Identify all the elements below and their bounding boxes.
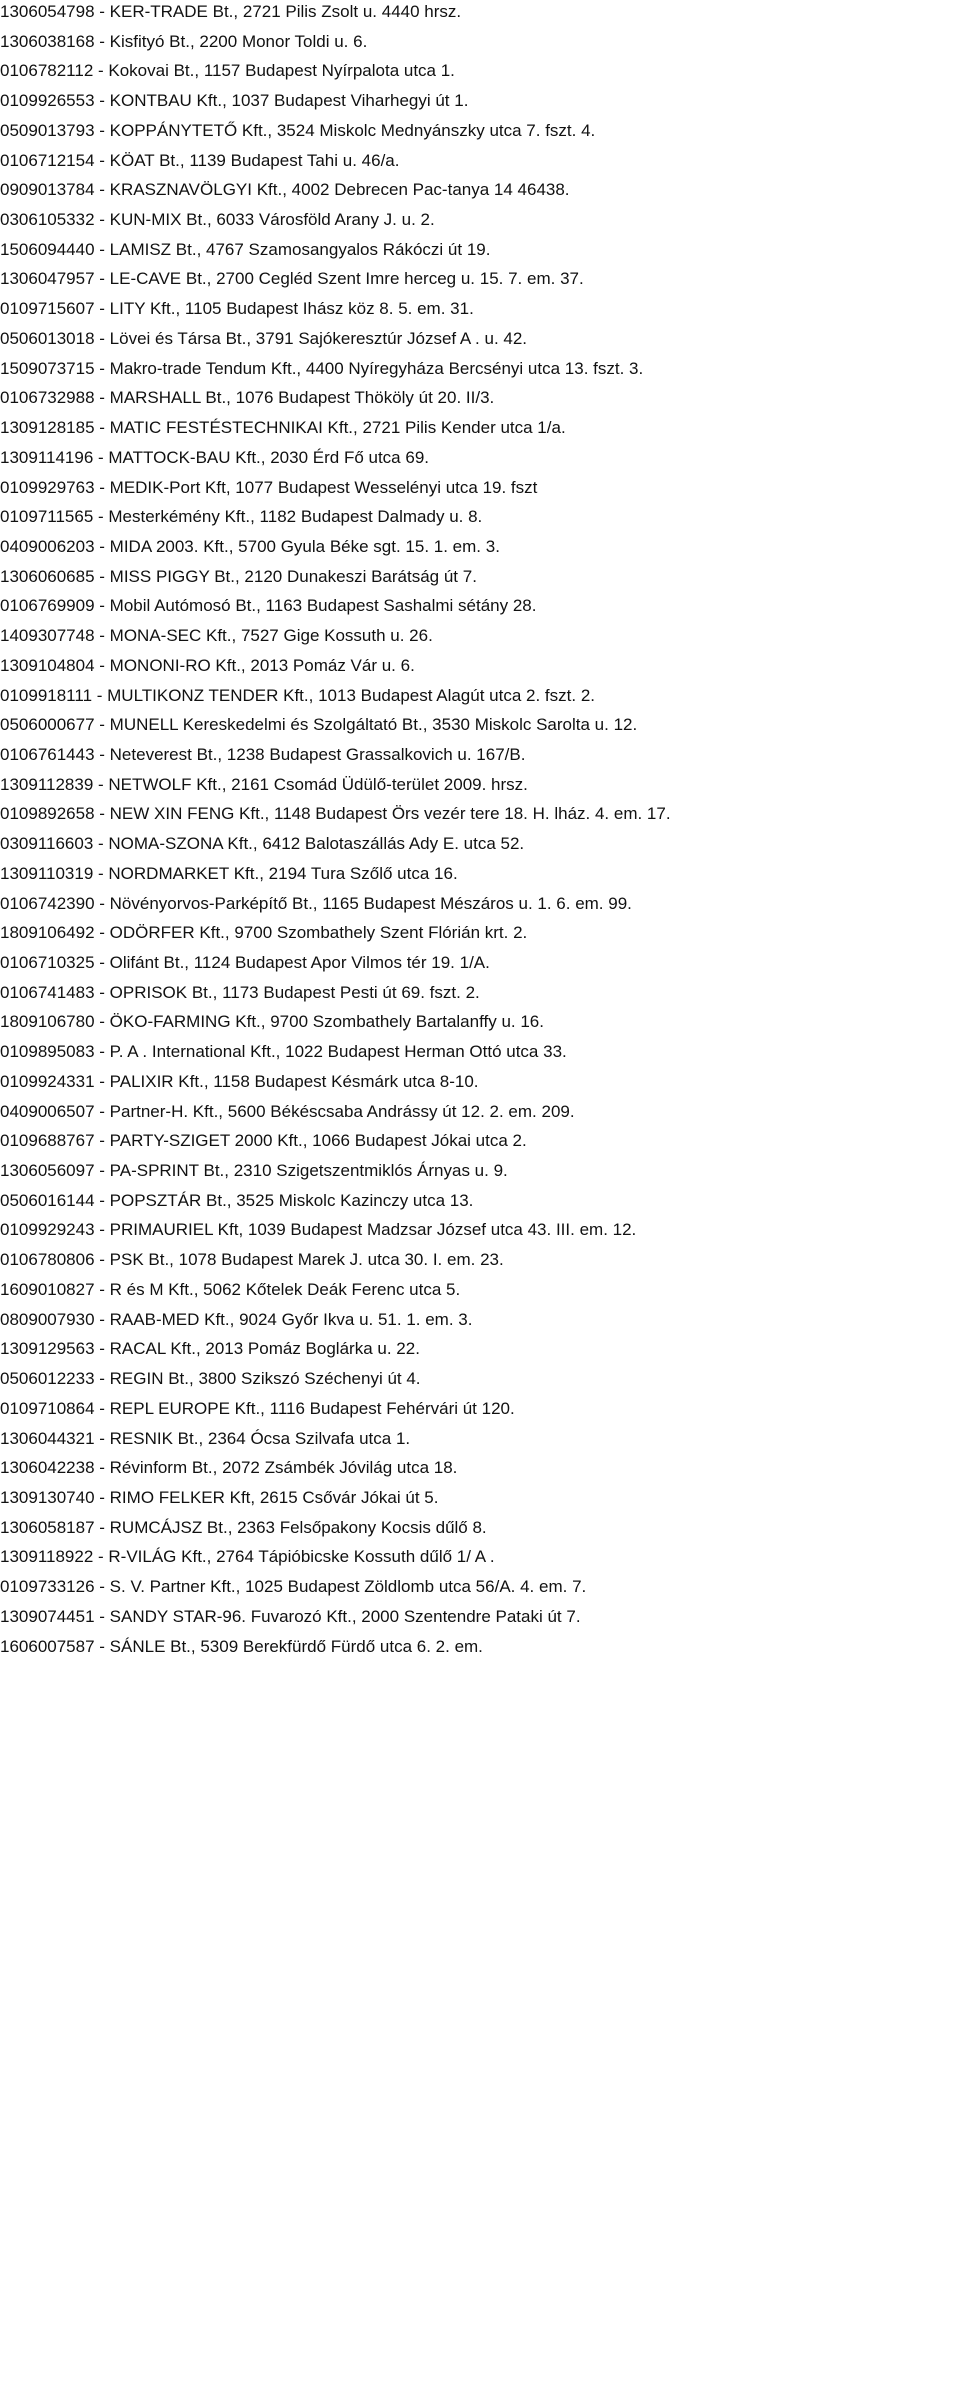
company-entry: 0409006507 - Partner-H. Kft., 5600 Békéscsaba Andrássy út 12. 2. em. 209. — [0, 1101, 575, 1121]
company-entry: 0509013793 - KOPPÁNYTETŐ Kft., 3524 Miskolc Mednyánszky utca 7. fszt. 4. — [0, 120, 596, 140]
company-entry: 0309116603 - NOMA-SZONA Kft., 6412 Balotaszállás Ady E. utca 52. — [0, 834, 525, 854]
company-entry: 1306058187 - RUMCÁJSZ Bt., 2363 Felsőpakony Kocsis dűlő 8. — [0, 1517, 487, 1537]
company-entry: 1309110319 - NORDMARKET Kft., 2194 Tura Szőlő utca 16. — [0, 863, 458, 883]
company-entry: 0106741483 - OPRISOK Bt., 1173 Budapest Pesti út 69. fszt. 2. — [0, 982, 480, 1002]
company-entry: 0109892658 - NEW XIN FENG Kft., 1148 Budapest Örs vezér tere 18. H. lház. 4. em. 17. — [0, 804, 671, 824]
company-entry: 1306044321 - RESNIK Bt., 2364 Ócsa Szilvafa utca 1. — [0, 1428, 411, 1448]
company-entry: 1306054798 - KER-TRADE Bt., 2721 Pilis Zsolt u. 4440 hrsz. — [0, 2, 462, 21]
company-entry: 1309118922 - R-VILÁG Kft., 2764 Tápióbicske Kossuth dűlő 1/ A . — [0, 1547, 495, 1567]
company-entry: 1309114196 - MATTOCK-BAU Kft., 2030 Érd Fő utca 69. — [0, 447, 429, 467]
company-entry: 0106769909 - Mobil Autómosó Bt., 1163 Budapest Sashalmi sétány 28. — [0, 596, 537, 616]
company-entry: 0109924331 - PALIXIR Kft., 1158 Budapest Késmárk utca 8-10. — [0, 1071, 479, 1091]
company-entry: 0106782112 - Kokovai Bt., 1157 Budapest Nyírpalota utca 1. — [0, 61, 455, 81]
company-entry: 0106732988 - MARSHALL Bt., 1076 Budapest Thököly út 20. II/3. — [0, 388, 495, 408]
company-entry: 0909013784 - KRASZNAVÖLGYI Kft., 4002 Debrecen Pac-tanya 14 46438. — [0, 180, 570, 200]
company-entry: 1809106780 - ÖKO-FARMING Kft., 9700 Szombathely Bartalanffy u. 16. — [0, 1012, 544, 1032]
company-entry: 0106712154 - KÖAT Bt., 1139 Budapest Tahi u. 46/a. — [0, 150, 400, 170]
company-entry: 1809106492 - ODÖRFER Kft., 9700 Szombathely Szent Flórián krt. 2. — [0, 923, 528, 943]
company-entry: 1309112839 - NETWOLF Kft., 2161 Csomád Üdülő-terület 2009. hrsz. — [0, 774, 528, 794]
company-entry: 0109688767 - PARTY-SZIGET 2000 Kft., 1066 Budapest Jókai utca 2. — [0, 1131, 527, 1151]
company-entry: 0809007930 - RAAB-MED Kft., 9024 Győr Ikva u. 51. 1. em. 3. — [0, 1309, 473, 1329]
company-entry: 0106710325 - Olifánt Bt., 1124 Budapest Apor Vilmos tér 19. 1/A. — [0, 953, 490, 972]
company-entry: 1309104804 - MONONI-RO Kft., 2013 Pomáz Vár u. 6. — [0, 655, 415, 675]
company-entry: 1306060685 - MISS PIGGY Bt., 2120 Dunakeszi Barátság út 7. — [0, 566, 477, 586]
company-entry: 0109926553 - KONTBAU Kft., 1037 Budapest Viharhegyi út 1. — [0, 91, 469, 111]
company-entry: 1309128185 - MATIC FESTÉSTECHNIKAI Kft., 2721 Pilis Kender utca 1/a. — [0, 418, 566, 438]
company-entry: 1509073715 - Makro-trade Tendum Kft., 4400 Nyíregyháza Bercsényi utca 13. fszt. 3. — [0, 358, 644, 378]
company-entry: 0109733126 - S. V. Partner Kft., 1025 Budapest Zöldlomb utca 56/A. 4. em. 7. — [0, 1577, 587, 1597]
company-entry: 1306042238 - Révinform Bt., 2072 Zsámbék Jóvilág utca 18. — [0, 1458, 458, 1478]
company-entry: 1409307748 - MONA-SEC Kft., 7527 Gige Kossuth u. 26. — [0, 626, 433, 646]
company-entry: 1606007587 - SÁNLE Bt., 5309 Berekfürdő Fürdő utca 6. 2. em. — [0, 1636, 483, 1656]
company-entry: 1506094440 - LAMISZ Bt., 4767 Szamosangyalos Rákóczi út 19. — [0, 239, 491, 259]
company-entry: 0109895083 - P. A . International Kft., 1022 Budapest Herman Ottó utca 33. — [0, 1042, 567, 1062]
company-entry: 1306038168 - Kisfityó Bt., 2200 Monor Toldi u. 6. — [0, 31, 368, 51]
company-entry: 0106742390 - Növényorvos-Parképítő Bt., 1165 Budapest Mészáros u. 1. 6. em. 99. — [0, 893, 632, 913]
company-entry: 0506013018 - Lövei és Társa Bt., 3791 Sajókeresztúr József A . u. 42. — [0, 328, 528, 348]
company-entry: 0109929243 - PRIMAURIEL Kft, 1039 Budapest Madzsar József utca 43. III. em. 12. — [0, 1220, 637, 1240]
company-entry: 0109711565 - Mesterkémény Kft., 1182 Budapest Dalmady u. 8. — [0, 507, 483, 527]
company-entry: 1309129563 - RACAL Kft., 2013 Pomáz Boglárka u. 22. — [0, 1339, 420, 1359]
company-entry: 0506012233 - REGIN Bt., 3800 Szikszó Széchenyi út 4. — [0, 1369, 421, 1389]
company-entry: 1609010827 - R és M Kft., 5062 Kőtelek Deák Ferenc utca 5. — [0, 1279, 461, 1299]
company-entry: 0109710864 - REPL EUROPE Kft., 1116 Budapest Fehérvári út 120. — [0, 1398, 515, 1418]
company-entry: 0109918111 - MULTIKONZ TENDER Kft., 1013 Budapest Alagút utca 2. fszt. 2. — [0, 685, 595, 705]
company-entry: 0109715607 - LITY Kft., 1105 Budapest Ihász köz 8. 5. em. 31. — [0, 299, 474, 319]
company-entry: 0106761443 - Neteverest Bt., 1238 Budapest Grassalkovich u. 167/B. — [0, 744, 526, 764]
company-entry: 1309130740 - RIMO FELKER Kft, 2615 Csővár Jókai út 5. — [0, 1487, 439, 1507]
company-entry: 0409006203 - MIDA 2003. Kft., 5700 Gyula Béke sgt. 15. 1. em. 3. — [0, 536, 500, 556]
company-entry: 0506016144 - POPSZTÁR Bt., 3525 Miskolc Kazinczy utca 13. — [0, 1190, 474, 1210]
company-entry: 1309074451 - SANDY STAR-96. Fuvarozó Kft., 2000 Szentendre Pataki út 7. — [0, 1606, 581, 1626]
company-entry: 1306056097 - PA-SPRINT Bt., 2310 Szigetszentmiklós Árnyas u. 9. — [0, 1161, 508, 1181]
company-entry: 0109929763 - MEDIK-Port Kft, 1077 Budapest Wesselényi utca 19. fszt — [0, 477, 538, 497]
company-entry: 1306047957 - LE-CAVE Bt., 2700 Cegléd Szent Imre herceg u. 15. 7. em. 37. — [0, 269, 584, 289]
company-entry: 0106780806 - PSK Bt., 1078 Budapest Marek J. utca 30. I. em. 23. — [0, 1250, 504, 1270]
company-entry: 0506000677 - MUNELL Kereskedelmi és Szolgáltató Bt., 3530 Miskolc Sarolta u. 12. — [0, 715, 638, 735]
company-entry: 0306105332 - KUN-MIX Bt., 6033 Városföld Arany J. u. 2. — [0, 210, 435, 230]
